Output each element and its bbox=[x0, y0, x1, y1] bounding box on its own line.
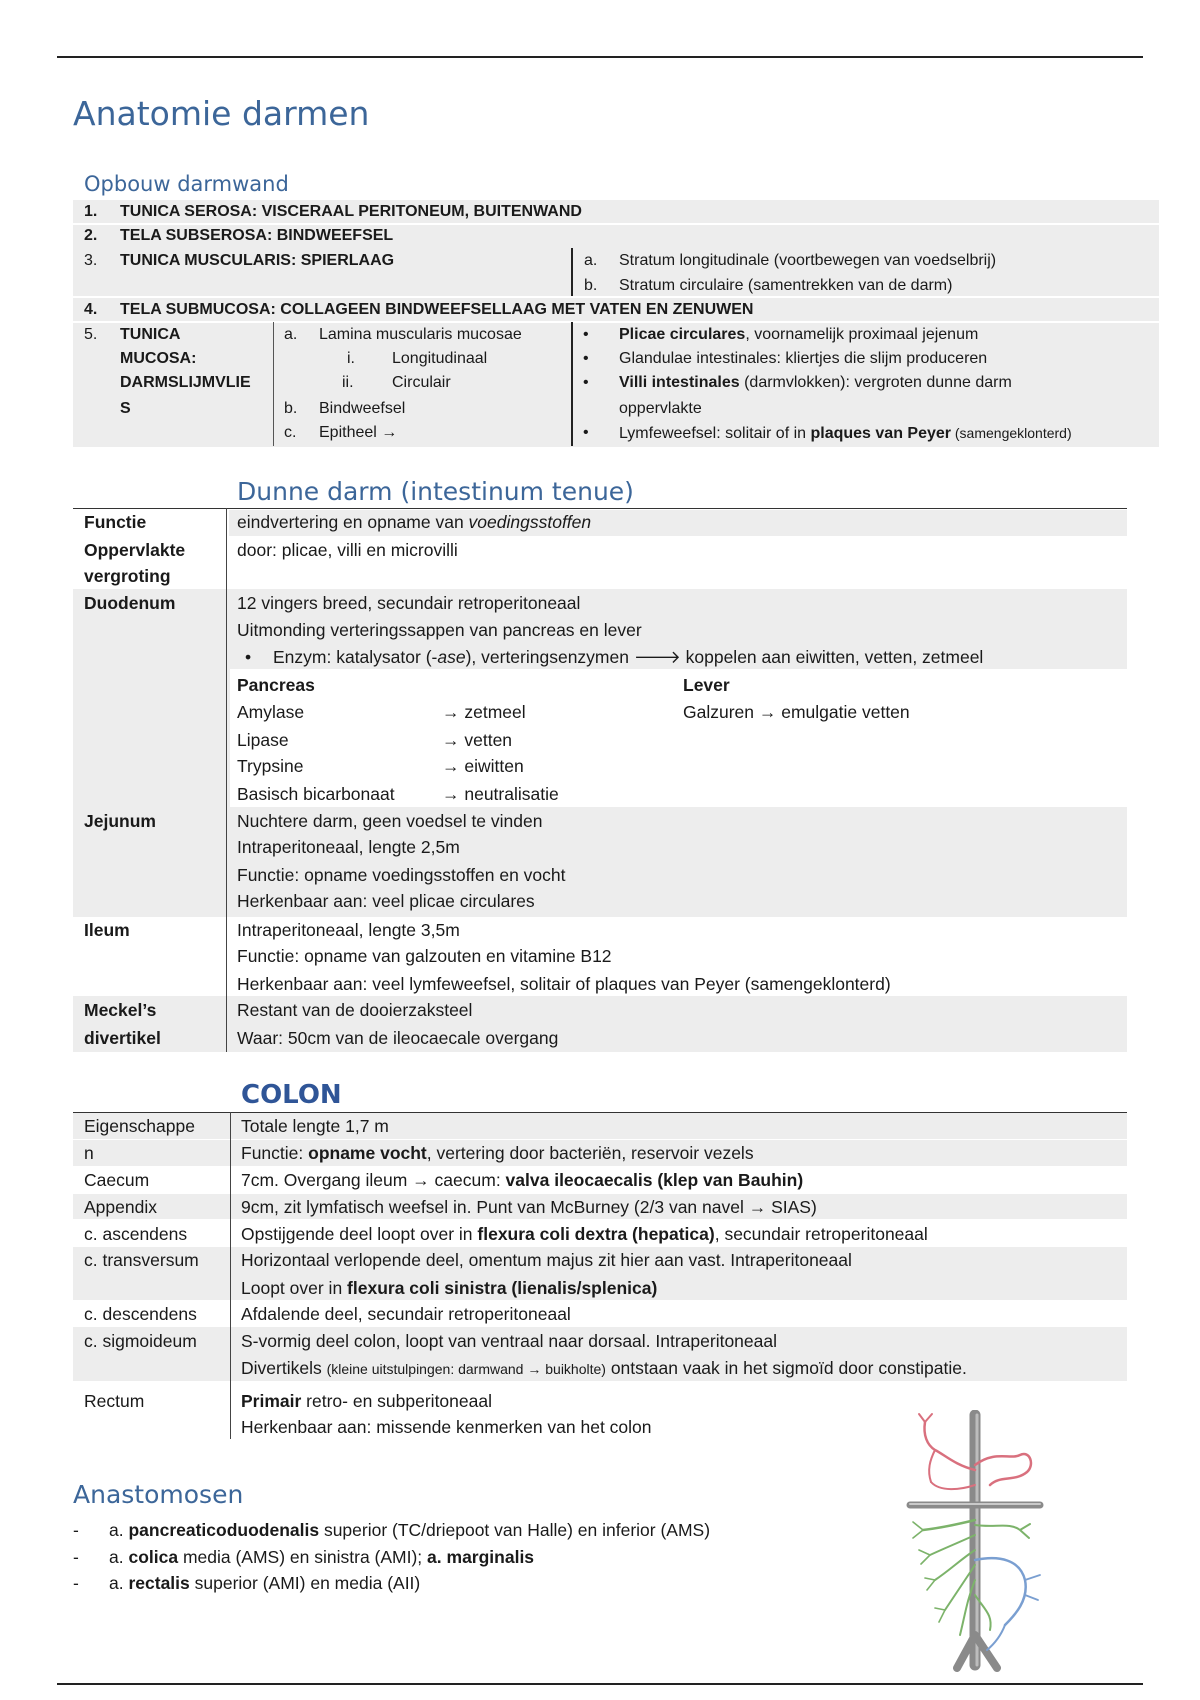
pancreas-enzyme: Trypsine bbox=[237, 756, 304, 776]
sigmoideum-line: S-vormig deel colon, loopt van ventraal naar dorsaal. Intraperitoneaal bbox=[241, 1331, 778, 1351]
pancreas-result: → vetten bbox=[442, 730, 513, 750]
sub-number: ii. bbox=[342, 374, 354, 391]
eigenschappen-line: Functie: opname vocht, vertering door bacteriën, reservoir vezels bbox=[241, 1143, 754, 1163]
villi-intestinales: Villi intestinales (darmvlokken): vergroten dunne darm bbox=[619, 374, 1012, 391]
bullet: • bbox=[583, 326, 589, 343]
opbouw-item-4: TELA SUBMUCOSA: COLLAGEEN BINDWEEFSELLAAG MET VATEN EN ZENUWEN bbox=[120, 301, 754, 318]
row-label-oppervlakte: Oppervlakte bbox=[84, 540, 186, 560]
lever-heading: Lever bbox=[683, 675, 730, 695]
opbouw-item-3: TUNICA MUSCULARIS: SPIERLAAG bbox=[120, 252, 395, 269]
row-label-jejunum: Jejunum bbox=[84, 811, 156, 831]
rectum-line: Herkenbaar aan: missende kenmerken van het colon bbox=[241, 1417, 652, 1437]
eigenschappen-line: Totale lengte 1,7 m bbox=[241, 1116, 389, 1136]
item-number: 4. bbox=[84, 301, 98, 318]
lamina-muscularis: Lamina muscularis mucosae bbox=[319, 326, 522, 343]
row-label-ascendens: c. ascendens bbox=[84, 1224, 188, 1244]
enzym-line: Enzym: katalysator (-ase), verteringsenzymen 🡒 koppelen aan eiwitten, vetten, zetmeel bbox=[273, 647, 984, 667]
item-number: 2. bbox=[84, 227, 98, 244]
bullet: • bbox=[245, 647, 252, 667]
epitheel: Epitheel → bbox=[319, 424, 398, 441]
pancreas-heading: Pancreas bbox=[237, 675, 315, 695]
row-label-eigenschappen-cont: n bbox=[84, 1143, 94, 1163]
duodenum-line: Uitmonding verteringssappen van pancreas en lever bbox=[237, 620, 642, 640]
meckel-line: Restant van de dooierzaksteel bbox=[237, 1000, 473, 1020]
meckel-line: Waar: 50cm van de ileocaecale overgang bbox=[237, 1028, 559, 1048]
item-number: 5. bbox=[84, 326, 98, 343]
plicae-circulares: Plicae circulares, voornamelijk proximaal jejenum bbox=[619, 326, 979, 343]
bindweefsel: Bindweefsel bbox=[319, 400, 406, 417]
sub-number: a. bbox=[284, 326, 298, 343]
anastomose-item: a. colica media (AMS) en sinistra (AMI); a. marginalis bbox=[109, 1547, 535, 1567]
mucosa-label: MUCOSA: bbox=[120, 350, 197, 367]
lever-text: Galzuren → emulgatie vetten bbox=[683, 702, 910, 722]
opbouw-item-1: TUNICA SEROSA: VISCERAAL PERITONEUM, BUITENWAND bbox=[120, 203, 582, 220]
row-label-sigmoideum: c. sigmoideum bbox=[84, 1331, 197, 1351]
mucosa-label: DARMSLIJMVLIE bbox=[120, 374, 251, 391]
transversum-line: Loopt over in flexura coli sinistra (lienalis/splenica) bbox=[241, 1278, 658, 1298]
mucosa-label: S bbox=[120, 400, 131, 417]
jejunum-line: Functie: opname voedingsstoffen en vocht bbox=[237, 865, 566, 885]
row-label-eigenschappen: Eigenschappe bbox=[84, 1116, 195, 1136]
appendix-line: 9cm, zit lymfatisch weefsel in. Punt van McBurney (2/3 van navel → SIAS) bbox=[241, 1197, 817, 1217]
sub-number: a. bbox=[584, 252, 598, 269]
lymfeweefsel: Lymfeweefsel: solitair of in plaques van Peyer (samengeklonterd) bbox=[619, 425, 1072, 442]
sub-number: c. bbox=[284, 424, 297, 441]
bullet: • bbox=[583, 374, 589, 391]
bottom-rule bbox=[57, 1683, 1143, 1685]
descendens-line: Afdalende deel, secundair retroperitoneaal bbox=[241, 1304, 571, 1324]
jejunum-line: Herkenbaar aan: veel plicae circulares bbox=[237, 891, 535, 911]
mesenteric-arteries-illustration bbox=[905, 1410, 1090, 1675]
glandulae-intestinales: Glandulae intestinales: kliertjes die slijm produceren bbox=[619, 350, 988, 367]
row-label-transversum: c. transversum bbox=[84, 1250, 199, 1270]
pancreas-result: → eiwitten bbox=[442, 756, 524, 776]
sub-number: b. bbox=[284, 400, 298, 417]
mucosa-label: TUNICA bbox=[120, 326, 181, 343]
colon-heading: COLON bbox=[241, 1080, 342, 1110]
opbouw-heading: Opbouw darmwand bbox=[84, 172, 289, 196]
row-label-caecum: Caecum bbox=[84, 1170, 150, 1190]
bullet: • bbox=[583, 350, 589, 367]
anastomose-item: a. pancreaticoduodenalis superior (TC/driepoot van Halle) en inferior (AMS) bbox=[109, 1520, 711, 1540]
ileum-line: Functie: opname van galzouten en vitamine B12 bbox=[237, 946, 612, 966]
row-label-meckels: Meckel’s bbox=[84, 1000, 157, 1020]
longitudinaal: Longitudinaal bbox=[392, 350, 488, 367]
row-label-ileum: Ileum bbox=[84, 920, 130, 940]
sub-number: b. bbox=[584, 277, 598, 294]
sub-number: i. bbox=[347, 350, 355, 367]
dunne-darm-heading: Dunne darm (intestinum tenue) bbox=[237, 477, 634, 506]
row-label-vergroting: vergroting bbox=[84, 566, 171, 586]
jejunum-line: Nuchtere darm, geen voedsel te vinden bbox=[237, 811, 543, 831]
item-number: 1. bbox=[84, 203, 98, 220]
jejunum-line: Intraperitoneaal, lengte 2,5m bbox=[237, 837, 460, 857]
bullet: • bbox=[583, 424, 589, 441]
item-number: 3. bbox=[84, 252, 98, 269]
page-title: Anatomie darmen bbox=[73, 94, 370, 133]
top-rule bbox=[57, 56, 1143, 58]
ileum-line: Intraperitoneaal, lengte 3,5m bbox=[237, 920, 460, 940]
caecum-line: 7cm. Overgang ileum → caecum: valva ileocaecalis (klep van Bauhin) bbox=[241, 1170, 804, 1190]
stratum-circulaire: Stratum circulaire (samentrekken van de darm) bbox=[619, 277, 953, 294]
dash-bullet: - bbox=[73, 1547, 79, 1567]
row-label-rectum: Rectum bbox=[84, 1391, 145, 1411]
row-label-functie: Functie bbox=[84, 512, 147, 532]
villi-continuation: oppervlakte bbox=[619, 400, 702, 417]
rectum-line: Primair retro- en subperitoneaal bbox=[241, 1391, 492, 1411]
stratum-longitudinale: Stratum longitudinale (voortbewegen van voedselbrij) bbox=[619, 252, 997, 269]
row-label-divertikel: divertikel bbox=[84, 1028, 161, 1048]
anastomosen-heading: Anastomosen bbox=[73, 1480, 244, 1509]
ileum-line: Herkenbaar aan: veel lymfeweefsel, solitair of plaques van Peyer (samengeklonterd) bbox=[237, 974, 891, 994]
oppervlakte-text: door: plicae, villi en microvilli bbox=[237, 540, 458, 560]
opbouw-item-2: TELA SUBSEROSA: BINDWEEFSEL bbox=[120, 227, 394, 244]
row-label-appendix: Appendix bbox=[84, 1197, 157, 1217]
anastomose-item: a. rectalis superior (AMI) en media (AII) bbox=[109, 1573, 421, 1593]
transversum-line: Horizontaal verlopende deel, omentum majus zit hier aan vast. Intraperitoneaal bbox=[241, 1250, 852, 1270]
pancreas-enzyme: Basisch bicarbonaat bbox=[237, 784, 395, 804]
sigmoideum-line: Divertikels (kleine uitstulpingen: darmwand → buikholte) ontstaan vaak in het sigmoïd door constipatie. bbox=[241, 1358, 967, 1378]
dash-bullet: - bbox=[73, 1520, 79, 1540]
circulair: Circulair bbox=[392, 374, 451, 391]
pancreas-result: → zetmeel bbox=[442, 702, 526, 722]
dash-bullet: - bbox=[73, 1573, 79, 1593]
pancreas-enzyme: Amylase bbox=[237, 702, 305, 722]
ascendens-line: Opstijgende deel loopt over in flexura coli dextra (hepatica), secundair retroperitoneaal bbox=[241, 1224, 928, 1244]
functie-text: eindvertering en opname van voedingsstoffen bbox=[237, 512, 592, 532]
pancreas-enzyme: Lipase bbox=[237, 730, 289, 750]
duodenum-line: 12 vingers breed, secundair retroperitoneaal bbox=[237, 593, 581, 613]
pancreas-result: → neutralisatie bbox=[442, 784, 559, 804]
row-label-descendens: c. descendens bbox=[84, 1304, 197, 1324]
row-label-duodenum: Duodenum bbox=[84, 593, 176, 613]
